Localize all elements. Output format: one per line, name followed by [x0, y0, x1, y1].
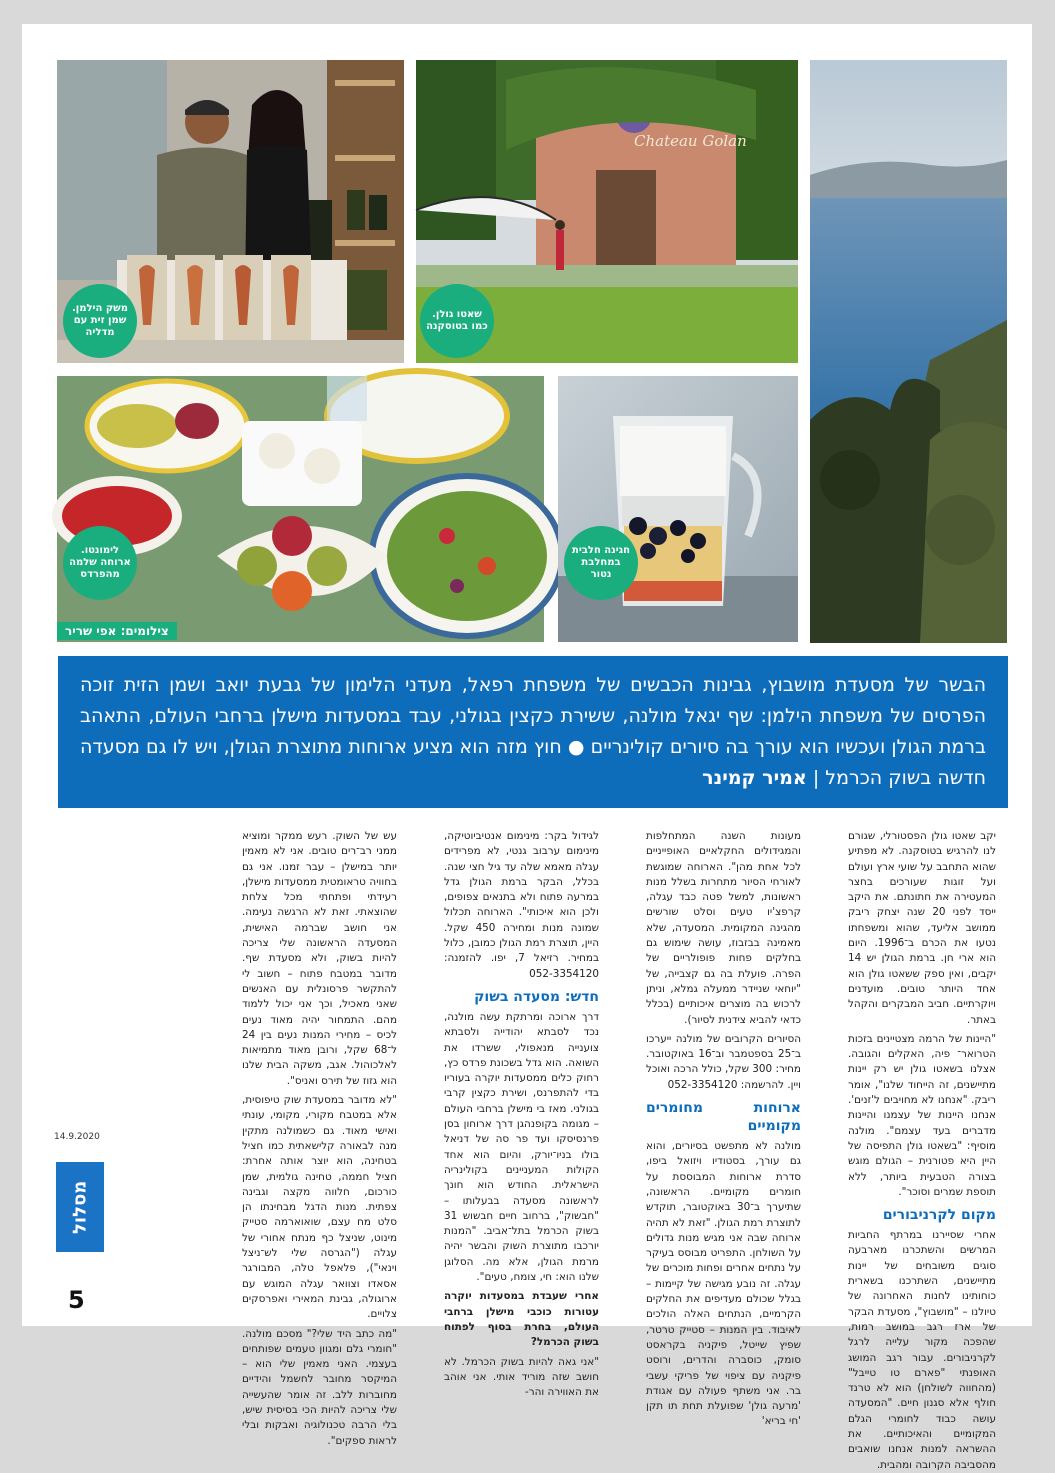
- col3-paragraph-1: לגידול בקר: מינימום אנטיביוטיקה, מינימום ערבוב גנטי, לא מפרידים עגלה מאמא שלה עד גיל חצי שנה. בכלל, הבקר ברמת הגולן גדל במרעה פתוח ולא בתנאים צפופים, ולכן הוא איכותי". הארוחה תכלול שמונה מנות ומחירה 450 שקל. היין, תוצרת רמת הגולן כמובן, כלול במחיר. רזיאל 7, יפו. להזמנה: 052-3354120: [444, 830, 599, 980]
- col4-paragraph-1: עש של השוק. רעש ממקר ומוציא ממני רב־רים טובים. אני לא מאמין יותר במישלן – עבר זמנו. אני גם בחוויה טראומטית ממסעדות מישלן, רעידתי ופתחתי מכל צלחת שהוצאתי. זאת לא הרגשה נעימה. אני חושב שברמה האישית, המסעדה הראשונה שלי צריכה להיות בשוק, ולא מסעדת שף. מדובר במטבח פתוח – חשוב לי להתקשר פרסונלית עם האנשים שאני מאכיל, וכך אני יכול ללמוד מהם. התמחור יהיה מאוד נעים לכיס – מחירי המנות נעים בין 24 ל־68 שקל, ורובן מאוד מתמיאות לאלכוהול. אגב, משקה הבית שלנו הוא גזוז של תירס ואניס".: [242, 830, 397, 1087]
- chateau-caption: שאטו גולן. כמו בטוסקנה: [426, 309, 488, 332]
- photo-goat-dessert: [558, 376, 798, 642]
- olive-shop-caption-badge: [63, 284, 137, 358]
- col1-paragraph-2: "היינות של הרמה מצטיינים בזכות הטרואר־ פיה, האקלים והגובה. אצלנו בשאטו גולן יש רק יינות מתיישנים, זה הייחוד שלנו", אומר ריבק. "אנחנו לא מחויבים ל'זנים'. אנחנו היינות של עצמנו והיינות מדברים בעד עצמם". מולנה מוסיף: "בשאטו גולן התפיסה של היין היא פטורנית – הגולם מוגש בצורה הטבעית ביותר, ללא תוספת שמרים וסוכר".: [848, 1032, 996, 1198]
- col4-paragraph-3: "מה כתב היד שלי?" מסכם מולנה. "חומרי גלם ומגוון טעמים שפותחים בעצמי. האני מאמין שלי הוא – המיקסר מחובר לחשמל והידיים מחוברות ללב. זה אומר שהעשייה שלי צריכה להיות הכי בסיסית שיש, בלי הרבה טכנולוגיה ואבקות ובלי לראות ספקים".: [242, 1327, 397, 1447]
- goat-caption-badge: [564, 526, 638, 600]
- col2-paragraph-2: הסיורים הקרובים של מולנה ייערכו ב־25 בספטמבר וב־16 באוקטובר. מחיר: 300 שקל, כולל הרכה ואוכל ויין. להרשמה: 052-3354120: [646, 1032, 801, 1091]
- photo-chateau-golan: [416, 60, 798, 363]
- section-tab: [56, 1162, 104, 1252]
- col1-subheading: מקום לקרניבורים: [882, 1207, 996, 1224]
- goat-caption: חגינה חלבית במחלבת נטור: [572, 545, 630, 580]
- article-column-3: [444, 829, 599, 1399]
- col3-subheading: חדש: מסעדה בשוק: [474, 988, 599, 1005]
- issue-date: 14.9.2020: [54, 1132, 100, 1142]
- dessert-illustration: [558, 376, 798, 642]
- article-column-2: [646, 829, 801, 1428]
- col3-question: אחרי שעבדת במסעדות יוקרה עטורות כוכבי מישלן ברחבי העולם, בחרת בסוף לפתוח בשוק הכרמל?: [444, 1290, 599, 1349]
- col1-paragraph-3: אחרי שסיירנו במרתף החביות המרשים והשתכרנו מארבעה סוגים משובחים של יינות מתיישנים, השתרכנו בשארית כוחותינו לחנות האחרונה של טיולנו – "מושבוץ", מסעדת הבקר של ארז רגב במושב רמות, שהפכה מקור עלייה לרגל לקרניבורים. עבור רגב המושג האופנתי "פארם טו טייבל" (מהחווה לשולחן) הוא לא טרנד חולף אלא סגנון חיים. "המסעדה עושה כבוד לחומרי הגלם המקומיים והאיכותיים. את ההשראה למנות אנחנו שואבים מהסביבה הקרובה ומהבית.: [848, 1229, 996, 1471]
- col4-paragraph-2: "לא מדובר במסעדת שוק טיפוסית, אלא במטבח מקורי, מקומי, עונתי ואישי מאוד. גם כשמולנה מתקין מנה לבאורה קלישאתית כמו חציל בטחינה, הוא יוצר אותה אחרת: חציל חממה, טחינה גולמית, שמן כורכום, חלווה מקצה וגבינה צפתית. מנות הדגל מבחינתו הן סלט מח עצם, שואוארמה סטייק מינוט, שניצל כף מנתח אחורי של עגלה ("הגרסה שלי לש־ניצל וינאי"), פלאפל טלה, המבורגר אסאדו וצוואר עגלה המוגש עם ארוגולה, גבינת המאירי ואפרסקים צלויים.: [242, 1094, 397, 1321]
- col3-paragraph-2: דרך ארוכה ומרתקת עשה מולנה, נכד לסבתא יהודייה ולסבתא צוענייה מנאפולי, ששרדו את השואה. הוא גדל בשכונת פרדס כץ, רחוק כלים ממסעדות יוקרה בעוריו בדי להתפרנס, ושירת כקצין קרבי בגולני. מאז בי מישלן ברחבי העולם – מגומה בקופנהגן דרך ארוחון בסן פרנסיסקו ועד פר סה של דניאל בולו בניו־יורק, והיום הוא אחד הקולות המעניינים בקולינריה הישראלית. החודש הוא חונך לראשונה מסעדה בבעלותו – "חבשוק", ברחוב חיים חבשוש 31 בשוק הכרמל בתל־אביב. "המנות יורכבו מתוצרת השוק והבשר יהיה מרמת הגולן, אלא מה. הסלוגן שלנו הוא: חי, צומח, טעים".: [444, 1010, 599, 1284]
- section-label: מסלול: [69, 1180, 91, 1234]
- col1-paragraph-1: יקב שאטו גולן הפסטורלי, שגורם לנו להרגיש בטוסקנה. לא מפתיע שהוא התחבב על שועי ארץ ועולם ועל זוגות שעורכים בחצר המעטירה את חתונתם. את היקב ייסד לפני 20 שנה יצחק ריבק ממושב אליעד, שהוא ומשפחתו נטעו את הכרם ב־1996. היום הוא ארי חן. ברמת הגולן יש 14 יקבים, ואין ספק ששאטו גולן הוא אחד היותר טובים. מועדנים ויוקרתיים. חביב המבקרים והקהל באתר.: [848, 830, 997, 1026]
- page-number: 5: [68, 1286, 85, 1314]
- intro-banner: [58, 656, 1008, 808]
- col3-paragraph-3: "אני גאה להיות בשוק הכרמל. לא חושב שזה מוריד אותי. אני אוהב את האווירה והר-: [444, 1355, 599, 1399]
- lemon-meal-illustration: [57, 376, 544, 642]
- col2-paragraph-3: מולנה לא מתפשט בסיורים, והוא גם עורך, בסטודיו ויזואל ביפו, סדרת ארוחות המבוססת על חומרים מקומיים. הראשונה, שתיערך ב־30 באוקטובר, תוקדש לתוצרת רמת הגולן. "זאת לא תהיה ארוחה שבה אני מגיש מנות גדולים על השולחן. התפריט מבוסס בעיקר על נתחים אחרים ופחות מוכרים של עגלה. זה נובע מגישה של קיימות – בגלל שכולם מעדיפים את החלקים הקרמיים, הנתחים האלה הולכים לאיבוד. בין המנות – סטייק טרטר, שפיץ שייטל, פיקניה בקראסט סומק, כוסברה והדרים, ורוסט פיקניה עם ציפוי של פריקי עשבי בר. אני משתף פעולה עם אגודת 'מרעה גולן' שפועלת תחת תו תקן 'חי בריא': [646, 1140, 801, 1428]
- magazine-page: [22, 24, 1032, 1471]
- photo-olive-shop: [57, 60, 404, 363]
- col2-paragraph-1: מעונות השנה המתחלפות והמגידולים החקלאיים האופייניים לכל אחת מהן". הארוחה שמוגשת לאורחי הסיור מתחרות בשלל מנות ראשונות, למשל פטה כבד עגלה, קרפצ'יו טעים וסלט שורשים מהגינה המקומית. המסעדה, שלא מאמינה בבזבוז, עושה שימוש גם בחלקים פחות פופולריים של הפרה. פועלת בה גם קצבייה, של "יוחאי שניידר ממעלה גמלא, וניתן לרכוש בה מוצרים איכותיים (בכלל כדאי להביא צידנית לסיור).: [646, 830, 801, 1026]
- lake-illustration: [810, 60, 1007, 643]
- author-name: אמיר קמינר: [702, 767, 807, 789]
- photo-credit: צילומים: אפי שריר: [57, 622, 177, 640]
- lemon-caption: לימונטו. ארוחה שלמה מהפרדס: [69, 545, 131, 580]
- chateau-sign: Chateau Golan: [634, 132, 747, 150]
- article-column-4: [242, 829, 397, 1447]
- article-column-1: [848, 829, 997, 1471]
- photo-lemon-meal: [57, 376, 544, 642]
- olive-shop-caption: משק הילמן. שמן זית עם מדליה: [72, 303, 128, 338]
- chateau-caption-badge: [420, 284, 494, 358]
- photo-lake-landscape: [810, 60, 1007, 643]
- col2-subheading: ארוחות מחומרים מקומיים: [646, 1100, 801, 1135]
- lemon-caption-badge: [63, 526, 137, 600]
- intro-text: הבשר של מסעדת מושבוץ, גבינות הכבשים של משפחת רפאל, מעדני הלימון של גבעת יואב ושמן הזית זוכה הפרסים של משפחת הילמן: שף יגאל מולנה, ששירת כקצין בגולני, עבד במסעדות מישלן ברחבי העולם, התאהב ברמת הגולן ועכשיו הוא עורך בה סיורים קולינריים ● חוץ מזה הוא מציע ארוחות מתוצרת הגולן, ויש לו גם מסעדה חדשה בשוק הכרמל |: [80, 674, 986, 789]
